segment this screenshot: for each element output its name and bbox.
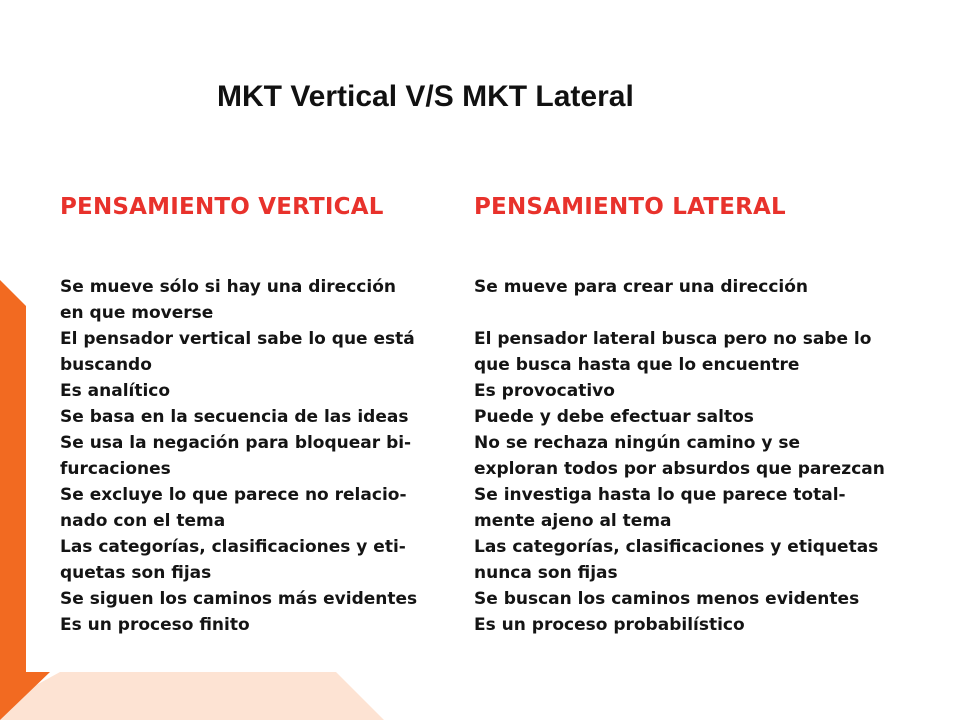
lateral-thinking-heading: PENSAMIENTO LATERAL: [474, 194, 786, 220]
list-line: que busca hasta que lo encuentre: [474, 355, 800, 375]
list-line: furcaciones: [60, 459, 171, 479]
list-line: Se siguen los caminos más evidentes: [60, 589, 418, 609]
list-line: El pensador lateral busca pero no sabe lo: [474, 329, 872, 349]
list-line: nado con el tema: [60, 511, 226, 531]
slide-title: MKT Vertical V/S MKT Lateral: [217, 80, 634, 113]
list-line: Se basa en la secuencia de las ideas: [60, 407, 409, 427]
list-line: Es provocativo: [474, 381, 615, 401]
list-line: Se investiga hasta lo que parece total-: [474, 485, 846, 505]
list-line: Se excluye lo que parece no relacio-: [60, 485, 407, 505]
list-line: exploran todos por absurdos que parezcan: [474, 459, 885, 479]
vertical-thinking-list: [60, 274, 417, 638]
list-line: Es un proceso probabilístico: [474, 615, 745, 635]
list-line: Es un proceso finito: [60, 615, 250, 635]
list-line: Se mueve sólo si hay una dirección: [60, 277, 396, 297]
list-line: en que moverse: [60, 303, 214, 323]
list-line: Se usa la negación para bloquear bi-: [60, 433, 412, 453]
list-line: mente ajeno al tema: [474, 511, 672, 531]
list-line: Se mueve para crear una dirección: [474, 277, 809, 297]
list-line: nunca son fijas: [474, 563, 618, 583]
list-line: Las categorías, clasificaciones y etiquetas: [474, 537, 879, 557]
list-line: quetas son fijas: [60, 563, 212, 583]
list-line: No se rechaza ningún camino y se: [474, 433, 801, 453]
corner-accent-peach: [0, 672, 384, 720]
list-line: El pensador vertical sabe lo que está: [60, 329, 415, 349]
list-line: Se buscan los caminos menos evidentes: [474, 589, 860, 609]
list-line: Puede y debe efectuar saltos: [474, 407, 754, 427]
vertical-thinking-heading: PENSAMIENTO VERTICAL: [60, 194, 384, 220]
list-line: Las categorías, clasificaciones y eti-: [60, 537, 406, 557]
lateral-thinking-list: [474, 274, 885, 638]
list-line: Es analítico: [60, 381, 171, 401]
thinking-comparison-image: [26, 166, 908, 671]
list-line: buscando: [60, 355, 152, 375]
